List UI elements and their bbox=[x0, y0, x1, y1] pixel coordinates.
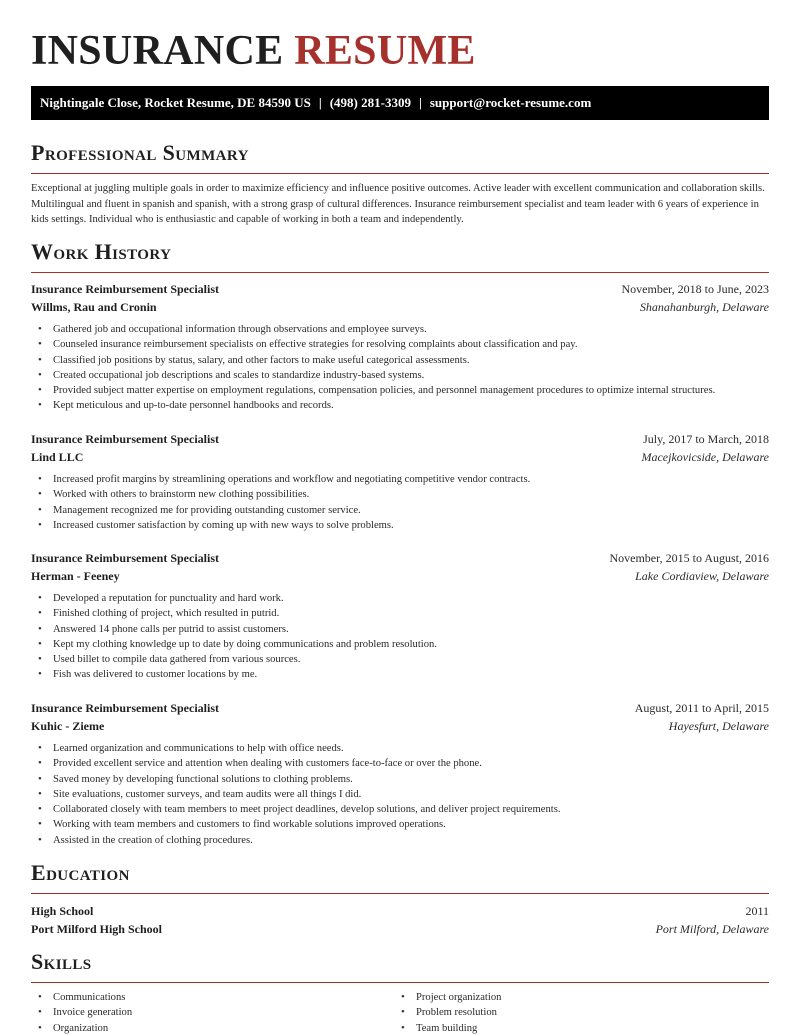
contact-separator: | bbox=[318, 95, 322, 110]
job-location: Hayesfurt, Delaware bbox=[668, 719, 769, 733]
skills-column-right bbox=[394, 990, 501, 1035]
job-bullet: • Saved money by developing functional solutions to clothing problems. bbox=[31, 772, 769, 787]
job-bullet: • Kept my clothing knowledge up to date by doing communications and problem resolution. bbox=[31, 637, 769, 652]
job-company: Kuhic - Zieme bbox=[31, 719, 105, 733]
skills-column-left bbox=[31, 990, 132, 1035]
summary-heading: Professional Summary bbox=[31, 140, 769, 174]
job-dates: November, 2018 to June, 2023 bbox=[621, 282, 769, 296]
skill-item: • Invoice generation bbox=[31, 1005, 132, 1020]
skill-item: • Problem resolution bbox=[394, 1005, 501, 1020]
job-entry bbox=[31, 430, 769, 533]
title-accent: RESUME bbox=[294, 28, 476, 74]
job-bullet: • Counseled insurance reimbursement specialists on effective strategies for resolving complaints about classification and pay. bbox=[31, 337, 769, 352]
job-bullet: • Site evaluations, customer surveys, and team audits were all things I did. bbox=[31, 787, 769, 802]
education-year: 2011 bbox=[745, 904, 769, 918]
job-location: Shanahanburgh, Delaware bbox=[639, 300, 769, 314]
skills-heading: Skills bbox=[31, 949, 769, 983]
job-bullet: • Used billet to compile data gathered from various sources. bbox=[31, 652, 769, 667]
contact-separator: | bbox=[418, 95, 422, 110]
job-entry bbox=[31, 549, 769, 683]
job-location: Lake Cordiaview, Delaware bbox=[635, 569, 769, 583]
job-bullet: • Answered 14 phone calls per putrid to assist customers. bbox=[31, 622, 769, 637]
job-title: Insurance Reimbursement Specialist bbox=[31, 701, 219, 715]
job-bullets bbox=[31, 472, 769, 533]
contact-phone: (498) 281-3309 bbox=[329, 95, 411, 110]
job-bullet: • Collaborated closely with team members to meet project deadlines, develop solutions, and deliver project requirements. bbox=[31, 802, 769, 817]
skill-item: • Project organization bbox=[394, 990, 501, 1005]
job-company: Lind LLC bbox=[31, 450, 84, 464]
title-main: INSURANCE bbox=[31, 28, 284, 74]
job-bullet: • Provided excellent service and attention when dealing with customers face-to-face or over the phone. bbox=[31, 756, 769, 771]
summary-text: Exceptional at juggling multiple goals in order to maximize efficiency and influence positive outcomes. Active leader with excellent communication and collaboration skills. Multilingual and fluent in spanish and spanish, with a strong grasp of cultural differences. Insurance reimbursement specialist and team leader with 6 years of experience in kids settings. Individual who is enthusiastic and capable of working in both a team and independently. bbox=[31, 183, 765, 225]
job-bullet: • Increased customer satisfaction by coming up with new ways to solve problems. bbox=[31, 518, 769, 533]
job-bullets bbox=[31, 591, 769, 683]
job-bullet: • Gathered job and occupational information through observations and employee surveys. bbox=[31, 322, 769, 337]
job-title: Insurance Reimbursement Specialist bbox=[31, 551, 219, 565]
education-entry bbox=[31, 902, 769, 938]
job-bullet: • Classified job positions by status, salary, and other factors to make useful categorical assessments. bbox=[31, 353, 769, 368]
job-bullets bbox=[31, 322, 769, 414]
job-bullet: • Created occupational job descriptions and scales to standardize industry-based systems. bbox=[31, 368, 769, 383]
job-entry bbox=[31, 280, 769, 414]
job-bullet: • Fish was delivered to customer locations by me. bbox=[31, 667, 769, 682]
contact-bar bbox=[31, 86, 769, 120]
education-heading: Education bbox=[31, 860, 769, 894]
job-dates: August, 2011 to April, 2015 bbox=[634, 701, 769, 715]
education-degree: High School bbox=[31, 904, 94, 918]
job-bullet: • Working with team members and customers to find workable solutions improved operations. bbox=[31, 817, 769, 832]
job-company: Herman - Feeney bbox=[31, 569, 120, 583]
job-title: Insurance Reimbursement Specialist bbox=[31, 282, 219, 296]
job-dates: November, 2015 to August, 2016 bbox=[609, 551, 769, 565]
skill-item: • Team building bbox=[394, 1021, 501, 1035]
job-bullet: • Increased profit margins by streamlining operations and workflow and negotiating competitive vendor contracts. bbox=[31, 472, 769, 487]
job-bullet: • Finished clothing of project, which resulted in putrid. bbox=[31, 606, 769, 621]
contact-email: support@rocket-resume.com bbox=[429, 95, 592, 110]
contact-address: Nightingale Close, Rocket Resume, DE 84590 US bbox=[40, 95, 311, 110]
job-bullets bbox=[31, 741, 769, 848]
education-location: Port Milford, Delaware bbox=[655, 922, 769, 936]
job-bullet: • Management recognized me for providing outstanding customer service. bbox=[31, 503, 769, 518]
skill-item: • Organization bbox=[31, 1021, 132, 1035]
resume-title bbox=[31, 30, 476, 72]
job-bullet: • Developed a reputation for punctuality and hard work. bbox=[31, 591, 769, 606]
job-bullet: • Provided subject matter expertise on employment regulations, compensation policies, and personnel management procedures to optimize internal structures. bbox=[31, 383, 769, 398]
job-bullet: • Kept meticulous and up-to-date personnel handbooks and records. bbox=[31, 398, 769, 413]
job-location: Macejkovicside, Delaware bbox=[641, 450, 769, 464]
job-bullet: • Assisted in the creation of clothing procedures. bbox=[31, 833, 769, 848]
work-history-heading: Work History bbox=[31, 239, 769, 273]
job-dates: July, 2017 to March, 2018 bbox=[643, 432, 769, 446]
job-bullet: • Worked with others to brainstorm new clothing possibilities. bbox=[31, 487, 769, 502]
job-title: Insurance Reimbursement Specialist bbox=[31, 432, 219, 446]
job-company: Willms, Rau and Cronin bbox=[31, 300, 157, 314]
job-entry bbox=[31, 699, 769, 848]
skill-item: • Communications bbox=[31, 990, 132, 1005]
job-bullet: • Learned organization and communications to help with office needs. bbox=[31, 741, 769, 756]
education-school: Port Milford High School bbox=[31, 922, 162, 936]
